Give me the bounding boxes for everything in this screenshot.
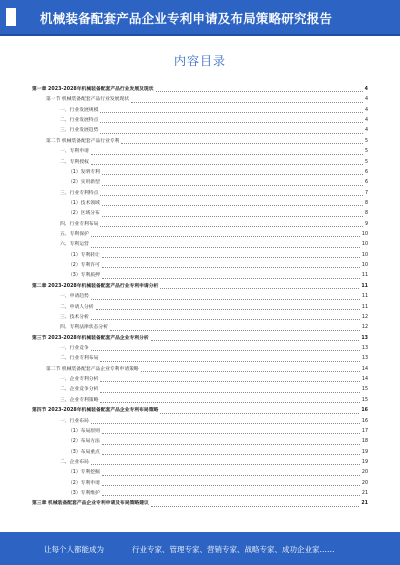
toc-entry-label: （3）专利维护 [68, 491, 100, 497]
toc-entry-label: 第二节 机械装备配套产品企业专利申请策略 [46, 366, 139, 372]
toc-entry-label: 第三章 机械装备配套产品企业专利申请及布局策略建议 [32, 501, 149, 507]
toc-entry-page: 4 [364, 97, 368, 103]
toc-entry-page: 20 [361, 470, 368, 476]
toc-leader-dots [102, 475, 360, 476]
contents-heading: 内容目录 [173, 54, 226, 68]
toc-entry-page: 17 [361, 428, 368, 434]
toc-leader-dots [91, 236, 360, 237]
toc-leader-dots [131, 102, 363, 103]
toc-leader-dots [100, 381, 360, 382]
toc-leader-dots [91, 350, 360, 351]
toc-entry[interactable] [32, 375, 368, 385]
toc-entry-label: 第二节 机械装备配套产品行业专利 [46, 138, 120, 144]
toc-entry-page: 19 [361, 459, 368, 465]
toc-entry-page: 12 [361, 314, 368, 320]
toc-entry-label: （1）专利挖掘 [68, 470, 100, 476]
toc-leader-dots [160, 288, 359, 289]
toc-leader-dots [102, 174, 363, 175]
toc-leader-dots [151, 506, 360, 507]
toc-entry-page: 13 [361, 356, 368, 362]
toc-entry[interactable] [32, 365, 368, 375]
toc-leader-dots [102, 257, 360, 258]
toc-entry-label: 二、申请人分析 [60, 304, 94, 310]
toc-entry-label: 二、专利授权 [60, 159, 89, 165]
toc-entry-page: 15 [361, 397, 368, 403]
toc-entry-label: （1）布局原则 [68, 428, 100, 434]
toc-entry-page: 14 [361, 377, 368, 383]
toc-leader-dots [100, 112, 363, 113]
toc-entry-label: 二、行业发展特点 [60, 118, 99, 124]
toc-leader-dots [102, 485, 360, 486]
toc-leader-dots [151, 340, 360, 341]
toc-entry-label: 三、行业专利特点 [60, 190, 99, 196]
toc-entry-page: 8 [364, 200, 368, 206]
toc-entry[interactable] [32, 178, 368, 188]
toc-entry-label: 第二章 2023-2028年机械装备配套产品行业专利申请分析 [32, 283, 159, 289]
toc-leader-dots [102, 444, 360, 445]
toc-leader-dots [121, 143, 362, 144]
toc-leader-dots [96, 309, 360, 310]
toc-entry-label: 二、行业专利布局 [60, 356, 99, 362]
toc-entry[interactable] [32, 292, 368, 302]
toc-entry[interactable] [32, 137, 368, 147]
report-header-banner [0, 0, 400, 36]
toc-entry-page: 21 [361, 491, 368, 497]
toc-entry-label: （2）区域分布 [68, 211, 100, 217]
toc-entry[interactable] [32, 499, 368, 509]
toc-entry[interactable] [32, 199, 368, 209]
toc-entry-label: 一、企业专利分析 [60, 377, 99, 383]
toc-entry-label: （1）发明专利 [68, 169, 100, 175]
toc-leader-dots [156, 91, 363, 92]
toc-entry[interactable] [32, 303, 368, 313]
toc-entry-label: （3）布局重点 [68, 449, 100, 455]
toc-entry-page: 5 [364, 159, 368, 165]
toc-entry[interactable] [32, 468, 368, 478]
toc-entry[interactable] [32, 240, 368, 250]
toc-entry[interactable] [32, 323, 368, 333]
toc-entry[interactable] [32, 189, 368, 199]
toc-entry-page: 10 [361, 252, 368, 258]
toc-leader-dots [91, 423, 360, 424]
toc-leader-dots [102, 454, 360, 455]
toc-entry[interactable] [32, 116, 368, 126]
toc-leader-dots [91, 319, 360, 320]
toc-entry[interactable] [32, 396, 368, 406]
toc-entry-page: 4 [364, 118, 368, 124]
toc-leader-dots [102, 267, 360, 268]
toc-entry-label: （3）专利质押 [68, 273, 100, 279]
toc-entry-page: 6 [364, 169, 368, 175]
toc-leader-dots [102, 205, 363, 206]
toc-entry[interactable] [32, 261, 368, 271]
toc-entry[interactable] [32, 251, 368, 261]
toc-entry-page: 7 [364, 190, 368, 196]
toc-entry-label: 第四节 2023-2028年机械装备配套产品企业专利布局策略 [32, 408, 159, 414]
toc-entry-page: 13 [361, 345, 368, 351]
toc-entry-page: 4 [364, 128, 368, 134]
toc-leader-dots [100, 122, 363, 123]
toc-entry-label: （1）技术领域 [68, 200, 100, 206]
toc-entry-page: 21 [361, 501, 368, 507]
toc-entry[interactable] [32, 282, 368, 292]
toc-entry[interactable] [32, 209, 368, 219]
toc-entry-label: 一、行业竞争 [60, 345, 89, 351]
toc-entry[interactable] [32, 85, 368, 95]
toc-entry-label: 六、专利运营 [60, 242, 89, 248]
toc-leader-dots [102, 216, 363, 217]
toc-entry-label: 四、行业专利布局 [60, 221, 99, 227]
footer-slogan: 让每个人都能成为 [44, 545, 104, 554]
toc-entry[interactable] [32, 406, 368, 416]
toc-entry-page: 11 [361, 304, 368, 310]
toc-entry-label: （2）布局方法 [68, 439, 100, 445]
toc-leader-dots [91, 299, 360, 300]
toc-entry[interactable] [32, 458, 368, 468]
toc-entry-page: 9 [364, 221, 368, 227]
toc-entry[interactable] [32, 158, 368, 168]
toc-entry-label: 第一节 机械装备配套产品行业发展现状 [46, 97, 130, 103]
toc-entry-page: 16 [361, 418, 368, 424]
toc-entry-page: 13 [361, 335, 368, 341]
toc-entry[interactable] [32, 427, 368, 437]
toc-entry-label: 一、专利申请 [60, 149, 89, 155]
toc-entry-label: （1）专利转让 [68, 252, 100, 258]
footer-banner [0, 532, 400, 565]
toc-leader-dots [141, 371, 360, 372]
toc-entry[interactable] [32, 489, 368, 499]
toc-entry[interactable] [32, 448, 368, 458]
toc-entry-label: 四、专利法律状态分析 [60, 325, 108, 331]
toc-entry[interactable] [32, 354, 368, 364]
toc-entry-page: 10 [361, 232, 368, 238]
toc-entry-page: 10 [361, 263, 368, 269]
toc-leader-dots [102, 433, 360, 434]
toc-leader-dots [91, 154, 363, 155]
table-of-contents [32, 85, 368, 510]
toc-leader-dots [102, 278, 360, 279]
toc-entry-label: 二、企业布局 [60, 459, 89, 465]
toc-leader-dots [100, 195, 363, 196]
toc-entry-label: 二、企业竞争分析 [60, 387, 99, 393]
toc-leader-dots [102, 495, 360, 496]
toc-entry-label: 五、专利保护 [60, 232, 89, 238]
toc-entry-page: 18 [361, 439, 368, 445]
toc-entry-label: （2）专利申请 [68, 480, 100, 486]
toc-leader-dots [100, 361, 360, 362]
toc-entry[interactable] [32, 479, 368, 489]
toc-entry-page: 11 [361, 283, 368, 289]
toc-entry-label: 三、企业专利策略 [60, 397, 99, 403]
header-accent-bar [6, 8, 16, 26]
toc-entry[interactable] [32, 220, 368, 230]
toc-entry-page: 4 [364, 87, 368, 92]
toc-entry[interactable] [32, 334, 368, 344]
toc-entry-page: 5 [364, 149, 368, 155]
toc-entry[interactable] [32, 147, 368, 157]
toc-entry-page: 6 [364, 180, 368, 186]
toc-leader-dots [110, 330, 360, 331]
toc-entry[interactable] [32, 106, 368, 116]
toc-entry-page: 4 [364, 107, 368, 113]
toc-leader-dots [160, 413, 359, 414]
toc-entry[interactable] [32, 437, 368, 447]
toc-entry-page: 11 [361, 273, 368, 279]
toc-entry[interactable] [32, 417, 368, 427]
toc-entry-page: 8 [364, 211, 368, 217]
toc-entry-label: 三、技术分析 [60, 314, 89, 320]
toc-entry-label: （2）实用新型 [68, 180, 100, 186]
toc-entry[interactable] [32, 344, 368, 354]
toc-entry-label: 三、行业发展趋势 [60, 128, 99, 134]
footer-roles: 行业专家、管理专家、营销专家、战略专家、成功企业家…… [132, 545, 335, 554]
toc-leader-dots [91, 464, 360, 465]
toc-entry-page: 12 [361, 325, 368, 331]
toc-entry[interactable] [32, 230, 368, 240]
toc-entry-page: 14 [361, 366, 368, 372]
report-title: 机械装备配套产品企业专利申请及布局策略研究报告 [40, 11, 333, 26]
toc-entry-label: 一、行业发展规模 [60, 107, 99, 113]
toc-leader-dots [91, 247, 360, 248]
toc-entry-page: 10 [361, 242, 368, 248]
toc-entry[interactable] [32, 95, 368, 105]
toc-entry-page: 19 [361, 449, 368, 455]
toc-entry-label: 一、申请趋势 [60, 294, 89, 300]
toc-entry-label: 第三节 2023-2028年机械装备配套产品企业专利分析 [32, 335, 149, 341]
toc-entry-page: 11 [361, 294, 368, 300]
toc-entry[interactable] [32, 168, 368, 178]
toc-entry-page: 15 [361, 387, 368, 393]
toc-entry-page: 16 [361, 408, 368, 414]
toc-entry[interactable] [32, 313, 368, 323]
toc-leader-dots [100, 402, 360, 403]
toc-leader-dots [100, 226, 363, 227]
toc-entry-page: 20 [361, 480, 368, 486]
toc-leader-dots [100, 133, 363, 134]
toc-entry-label: 一、行业布局 [60, 418, 89, 424]
toc-entry[interactable] [32, 126, 368, 136]
toc-entry-label: 第一章 2023-2028年机械装备配套产品行业发展及现状 [32, 87, 154, 92]
toc-entry[interactable] [32, 385, 368, 395]
toc-entry-page: 5 [364, 138, 368, 144]
toc-leader-dots [102, 185, 363, 186]
toc-entry[interactable] [32, 271, 368, 281]
toc-entry-label: （2）专利许可 [68, 263, 100, 269]
toc-leader-dots [91, 164, 363, 165]
toc-leader-dots [100, 392, 360, 393]
